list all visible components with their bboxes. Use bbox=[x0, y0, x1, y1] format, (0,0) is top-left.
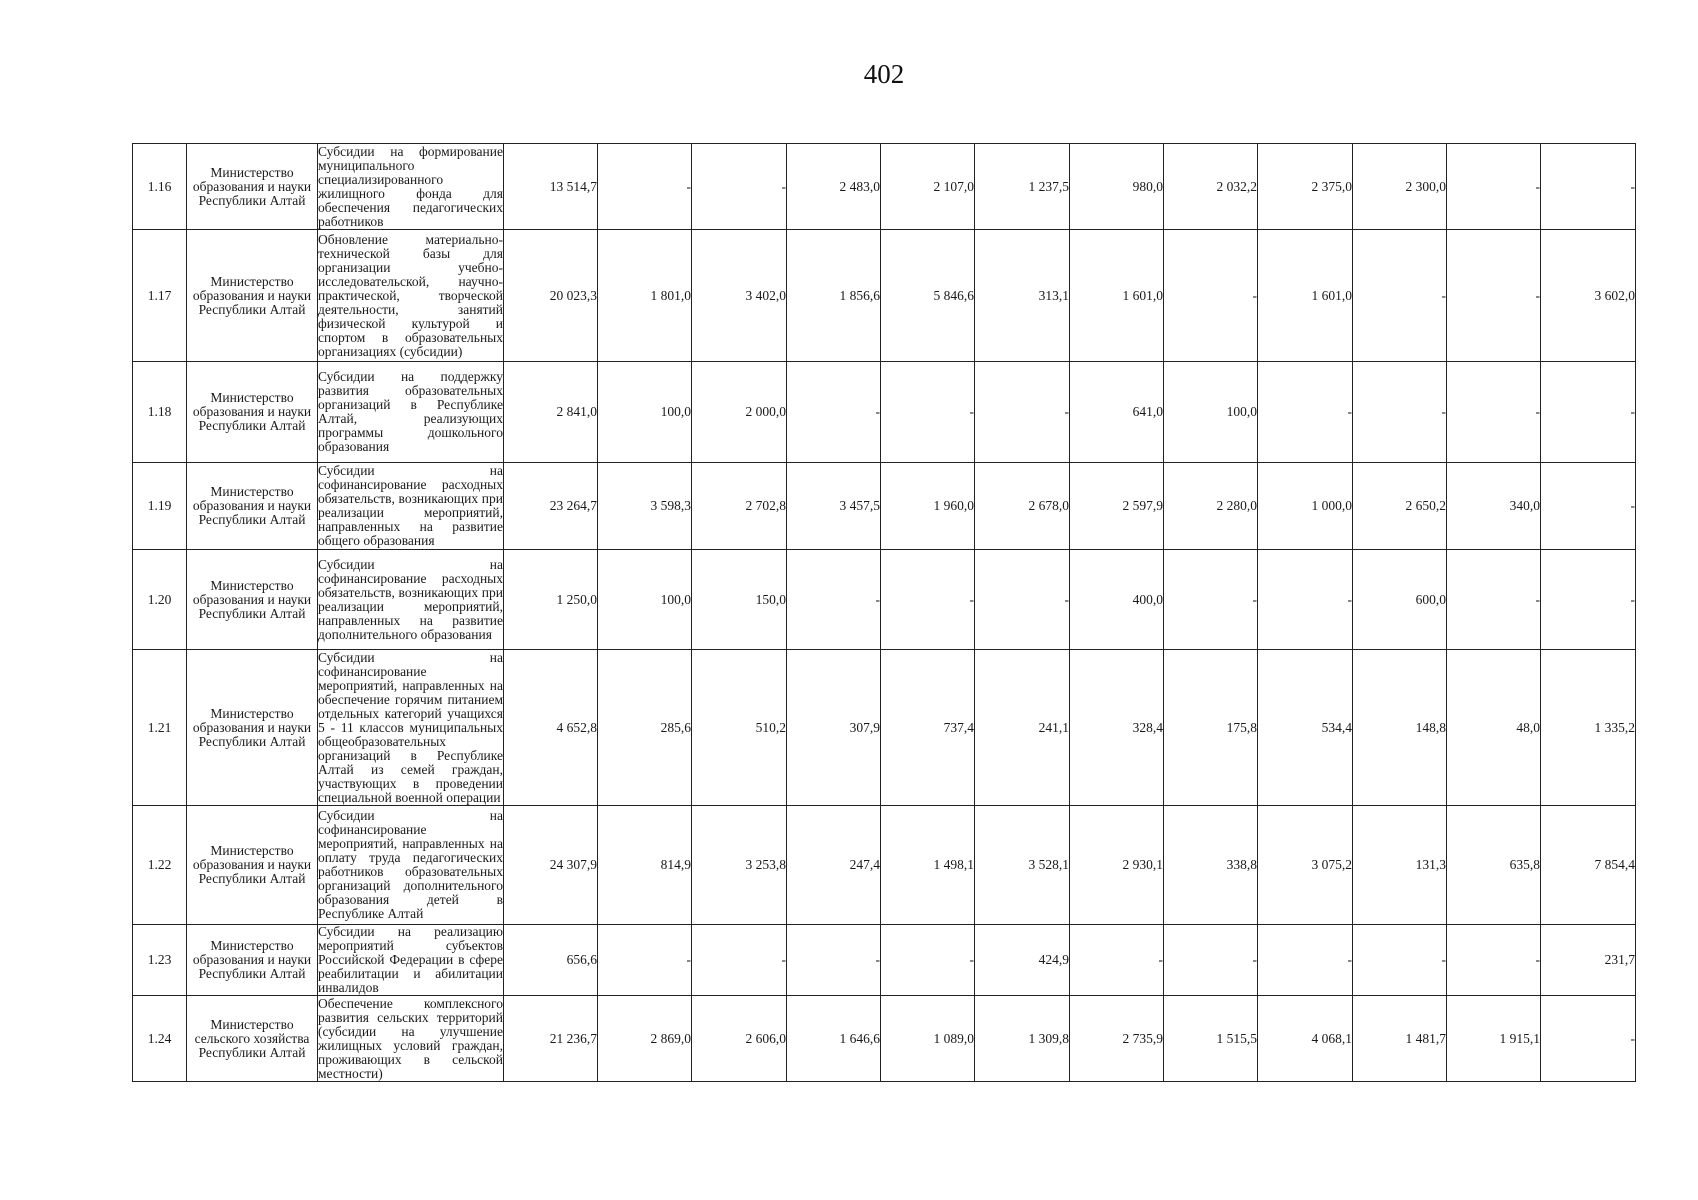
value-cell: - bbox=[1541, 144, 1636, 230]
value-cell: - bbox=[1258, 550, 1353, 650]
value-cell: 980,0 bbox=[1070, 144, 1164, 230]
value-cell: 150,0 bbox=[692, 550, 787, 650]
value-cell: 2 650,2 bbox=[1353, 463, 1447, 550]
value-cell: - bbox=[1164, 230, 1258, 362]
value-cell: 3 602,0 bbox=[1541, 230, 1636, 362]
value-cell: - bbox=[598, 144, 692, 230]
row-index: 1.20 bbox=[133, 550, 187, 650]
value-cell: 2 375,0 bbox=[1258, 144, 1353, 230]
value-cell: - bbox=[1447, 925, 1541, 996]
value-cell: 3 402,0 bbox=[692, 230, 787, 362]
value-cell: 307,9 bbox=[787, 650, 881, 806]
value-cell: 247,4 bbox=[787, 806, 881, 925]
agency-cell: Министерство образования и науки Республики Алтай bbox=[187, 144, 318, 230]
value-cell: 2 597,9 bbox=[1070, 463, 1164, 550]
value-cell: 1 601,0 bbox=[1070, 230, 1164, 362]
table-row bbox=[133, 925, 1636, 996]
value-cell: 3 457,5 bbox=[787, 463, 881, 550]
value-cell: 2 930,1 bbox=[1070, 806, 1164, 925]
value-cell: 1 498,1 bbox=[881, 806, 975, 925]
page-number: 402 bbox=[863, 59, 905, 89]
value-cell: - bbox=[1070, 925, 1164, 996]
description-cell: Субсидии на софинансирование расходных обязательств, возникающих при реализации мероприятий, направленных на развитие общего образования bbox=[318, 463, 503, 548]
row-index: 1.21 bbox=[133, 650, 187, 806]
table-row bbox=[133, 550, 1636, 650]
agency-cell: Министерство образования и науки Республики Алтай bbox=[187, 362, 318, 463]
value-cell: - bbox=[881, 550, 975, 650]
value-cell: 241,1 bbox=[975, 650, 1070, 806]
row-index: 1.24 bbox=[133, 996, 187, 1082]
value-cell: 21 236,7 bbox=[504, 996, 598, 1082]
value-cell: 3 253,8 bbox=[692, 806, 787, 925]
value-cell: 1 960,0 bbox=[881, 463, 975, 550]
value-cell: 338,8 bbox=[1164, 806, 1258, 925]
value-cell: - bbox=[1353, 362, 1447, 463]
value-cell: 20 023,3 bbox=[504, 230, 598, 362]
value-cell: - bbox=[1258, 925, 1353, 996]
value-cell: - bbox=[975, 550, 1070, 650]
agency-cell: Министерство образования и науки Республики Алтай bbox=[187, 550, 318, 650]
value-cell: 635,8 bbox=[1447, 806, 1541, 925]
value-cell: 328,4 bbox=[1070, 650, 1164, 806]
value-cell: 4 652,8 bbox=[504, 650, 598, 806]
table-row bbox=[133, 650, 1636, 806]
value-cell: 600,0 bbox=[1353, 550, 1447, 650]
table-row bbox=[133, 806, 1636, 925]
value-cell: 814,9 bbox=[598, 806, 692, 925]
value-cell: 148,8 bbox=[1353, 650, 1447, 806]
value-cell: 2 032,2 bbox=[1164, 144, 1258, 230]
value-cell: 340,0 bbox=[1447, 463, 1541, 550]
value-cell: 100,0 bbox=[598, 362, 692, 463]
description-cell: Субсидии на софинансирование расходных обязательств, возникающих при реализации мероприятий, направленных на развитие дополнительного образования bbox=[318, 550, 504, 650]
value-cell: 534,4 bbox=[1258, 650, 1353, 806]
row-index: 1.16 bbox=[133, 144, 187, 230]
value-cell: 23 264,7 bbox=[504, 463, 598, 550]
value-cell: - bbox=[1258, 362, 1353, 463]
agency-cell: Министерство сельского хозяйства Республики Алтай bbox=[187, 996, 318, 1082]
value-cell: - bbox=[787, 550, 881, 650]
value-cell: - bbox=[1447, 362, 1541, 463]
row-index: 1.17 bbox=[133, 230, 187, 362]
value-cell: 2 606,0 bbox=[692, 996, 787, 1082]
table-row bbox=[133, 144, 1636, 230]
value-cell: - bbox=[1541, 550, 1636, 650]
value-cell: 4 068,1 bbox=[1258, 996, 1353, 1082]
value-cell: - bbox=[692, 925, 787, 996]
table-body bbox=[133, 144, 1636, 1082]
value-cell: 231,7 bbox=[1541, 925, 1636, 996]
value-cell: - bbox=[1447, 550, 1541, 650]
value-cell: 2 678,0 bbox=[975, 463, 1070, 550]
value-cell: - bbox=[881, 362, 975, 463]
value-cell: 2 841,0 bbox=[504, 362, 598, 463]
value-cell: - bbox=[1447, 144, 1541, 230]
value-cell: 100,0 bbox=[598, 550, 692, 650]
row-index: 1.23 bbox=[133, 925, 187, 996]
value-cell: - bbox=[1164, 925, 1258, 996]
value-cell: 2 107,0 bbox=[881, 144, 975, 230]
value-cell: 3 598,3 bbox=[598, 463, 692, 550]
row-index: 1.19 bbox=[133, 463, 187, 550]
description-cell: Субсидии на формирование муниципального специализированного жилищного фонда для обеспечения педагогических работников bbox=[318, 143, 503, 229]
table-row bbox=[133, 996, 1636, 1082]
value-cell: 400,0 bbox=[1070, 550, 1164, 650]
value-cell: 2 735,9 bbox=[1070, 996, 1164, 1082]
value-cell: 1 089,0 bbox=[881, 996, 975, 1082]
value-cell: 1 856,6 bbox=[787, 230, 881, 362]
description-cell: Субсидии на софинансирование мероприятий, направленных на обеспечение горячим питанием отдельных категорий учащихся 5 - 11 классов муниципальных общеобразовательных организаций в Республике Алтай из семей граждан, участвующих в проведении специальной военной операции bbox=[318, 649, 503, 805]
description-cell: Субсидии на софинансирование мероприятий, направленных на оплату труда педагогических работников образовательных организаций дополнительного образования детей в Республике Алтай bbox=[318, 806, 504, 925]
value-cell: 2 300,0 bbox=[1353, 144, 1447, 230]
value-cell: 1 000,0 bbox=[1258, 463, 1353, 550]
value-cell: 5 846,6 bbox=[881, 230, 975, 362]
value-cell: 175,8 bbox=[1164, 650, 1258, 806]
value-cell: 24 307,9 bbox=[504, 806, 598, 925]
value-cell: 1 250,0 bbox=[504, 550, 598, 650]
value-cell: 2 869,0 bbox=[598, 996, 692, 1082]
agency-cell: Министерство образования и науки Республики Алтай bbox=[187, 463, 318, 550]
agency-cell: Министерство образования и науки Республики Алтай bbox=[187, 925, 318, 996]
value-cell: 285,6 bbox=[598, 650, 692, 806]
value-cell: 2 280,0 bbox=[1164, 463, 1258, 550]
description-cell: Субсидии на реализацию мероприятий субъектов Российской Федерации в сфере реабилитации и абилитации инвалидов bbox=[318, 924, 503, 995]
value-cell: - bbox=[1353, 230, 1447, 362]
value-cell: 131,3 bbox=[1353, 806, 1447, 925]
value-cell: 1 309,8 bbox=[975, 996, 1070, 1082]
description-cell: Субсидии на поддержку развития образовательных организаций в Республике Алтай, реализующих программы дошкольного образования bbox=[318, 362, 504, 463]
value-cell: 510,2 bbox=[692, 650, 787, 806]
value-cell: 2 702,8 bbox=[692, 463, 787, 550]
table-row bbox=[133, 362, 1636, 463]
value-cell: 13 514,7 bbox=[504, 144, 598, 230]
value-cell: - bbox=[787, 362, 881, 463]
value-cell: - bbox=[1447, 230, 1541, 362]
value-cell: 3 075,2 bbox=[1258, 806, 1353, 925]
value-cell: - bbox=[1541, 362, 1636, 463]
value-cell: - bbox=[787, 925, 881, 996]
value-cell: 1 237,5 bbox=[975, 144, 1070, 230]
value-cell: 641,0 bbox=[1070, 362, 1164, 463]
agency-cell: Министерство образования и науки Республики Алтай bbox=[187, 230, 318, 362]
value-cell: - bbox=[1541, 463, 1636, 550]
value-cell: 3 528,1 bbox=[975, 806, 1070, 925]
value-cell: - bbox=[975, 362, 1070, 463]
value-cell: - bbox=[1541, 996, 1636, 1082]
agency-cell: Министерство образования и науки Республики Алтай bbox=[187, 806, 318, 925]
value-cell: 1 601,0 bbox=[1258, 230, 1353, 362]
row-index: 1.22 bbox=[133, 806, 187, 925]
description-cell: Обновление материально-технической базы для организации учебно-исследовательской, научно-практической, творческой деятельности, занятий физической культурой и спортом в образовательных организациях (субсидии) bbox=[318, 230, 504, 362]
description-cell: Обеспечение комплексного развития сельских территорий (субсидии на улучшение жилищных условий граждан, проживающих в сельской местности) bbox=[318, 995, 503, 1081]
value-cell: 656,6 bbox=[504, 925, 598, 996]
value-cell: 1 335,2 bbox=[1541, 650, 1636, 806]
value-cell: 424,9 bbox=[975, 925, 1070, 996]
value-cell: - bbox=[881, 925, 975, 996]
value-cell: 100,0 bbox=[1164, 362, 1258, 463]
value-cell: 1 801,0 bbox=[598, 230, 692, 362]
value-cell: 313,1 bbox=[975, 230, 1070, 362]
table-row bbox=[133, 463, 1636, 550]
table-row bbox=[133, 230, 1636, 362]
value-cell: 48,0 bbox=[1447, 650, 1541, 806]
value-cell: 1 481,7 bbox=[1353, 996, 1447, 1082]
row-index: 1.18 bbox=[133, 362, 187, 463]
budget-table bbox=[132, 143, 1636, 1082]
value-cell: - bbox=[692, 144, 787, 230]
agency-cell: Министерство образования и науки Республики Алтай bbox=[187, 650, 318, 806]
value-cell: 1 915,1 bbox=[1447, 996, 1541, 1082]
value-cell: 1 646,6 bbox=[787, 996, 881, 1082]
value-cell: 7 854,4 bbox=[1541, 806, 1636, 925]
value-cell: 1 515,5 bbox=[1164, 996, 1258, 1082]
value-cell: 737,4 bbox=[881, 650, 975, 806]
value-cell: - bbox=[1164, 550, 1258, 650]
value-cell: 2 000,0 bbox=[692, 362, 787, 463]
value-cell: - bbox=[1353, 925, 1447, 996]
value-cell: - bbox=[598, 925, 692, 996]
value-cell: 2 483,0 bbox=[787, 144, 881, 230]
